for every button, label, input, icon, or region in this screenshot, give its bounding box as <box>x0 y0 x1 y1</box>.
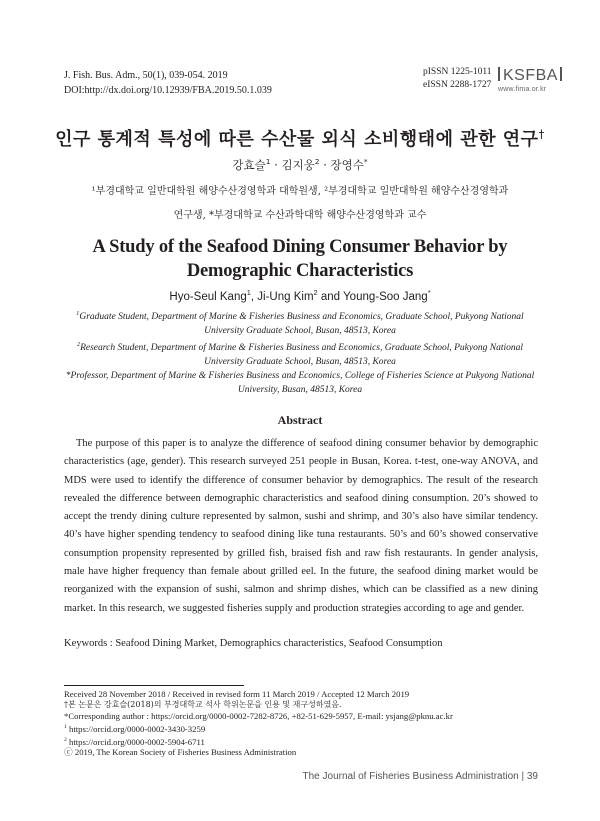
aff-ko-line1: ¹부경대학교 일반대학원 해양수산경영학과 대학원생, ²부경대학교 일반대학원 해양수산경영학과 <box>91 186 509 197</box>
aff-en-1 <box>60 307 540 338</box>
author-ko-2: 김지웅 <box>281 158 315 172</box>
journal-citation <box>64 68 272 98</box>
author-en-1-mark: 1 <box>246 288 251 297</box>
abstract-body <box>64 435 538 618</box>
author-separator: · <box>270 158 282 172</box>
aff-en-2-text: Research Student, Department of Marine & Fisheries Business and Economics, Graduate School, Pukyong National University Graduate School, Busan, 48513, Korea <box>80 343 523 368</box>
aff-en-3-mark: * <box>65 371 71 382</box>
author-ko-3: 장영수 <box>330 158 364 172</box>
ksfba-logo <box>498 67 562 93</box>
affiliations-korean <box>40 180 560 228</box>
aff-en-3-text: Professor, Department of Marine & Fisheries Business and Economics, College of Fisheries Science at Pukyong National University, Busan, 48513, Korea <box>70 371 535 396</box>
orcid-2[interactable] <box>64 735 544 748</box>
orcid-2-mark: 2 <box>64 736 67 743</box>
title-ko-dagger: † <box>538 127 545 141</box>
orcid-1-link[interactable]: https://orcid.org/0000-0002-3430-3259 <box>69 723 206 734</box>
aff-en-2-mark: 2 <box>77 342 81 349</box>
logo-name: KSFBA <box>503 67 558 84</box>
paper-title-korean <box>0 125 600 151</box>
authors-english: Hyo-Seul Kang$^1$, Ji-Ung Kim$^2$ and Young-Soo Jang* <box>169 288 431 303</box>
abstract-heading: Abstract <box>277 413 323 427</box>
affiliations-english <box>60 307 540 397</box>
author-en-2: Ji-Ung Kim <box>257 290 314 303</box>
copyright: ⓒ 2019, The Korean Society of Fisheries Business Administration <box>64 747 297 758</box>
aff-en-2 <box>60 338 540 369</box>
logo-url: www.fima.or.kr <box>498 86 547 93</box>
author-ko-1-mark: 1 <box>265 157 271 167</box>
doi-link[interactable]: DOI:http://dx.doi.org/10.12939/FBA.2019.50.1.039 <box>64 85 272 96</box>
authors-korean <box>0 157 600 173</box>
corresponding-author[interactable]: *Corresponding author : https://orcid.org/0000-0002-7282-8726, +82-51-629-5957, E-mail: ysjang@pknu.ac.kr <box>64 710 453 721</box>
author-ko-3-mark: * <box>363 157 368 167</box>
aff-en-1-text: Graduate Student, Department of Marine & Fisheries Business and Economics, Graduate School, Pukyong National University Graduate School, Busan, 48513, Korea <box>79 312 524 337</box>
aff-en-1-mark: 1 <box>76 311 80 317</box>
eissn: eISSN 2288-1727 <box>423 80 492 90</box>
author-en-3: and Young-Soo Jang <box>320 290 428 303</box>
logo-bar-icon <box>560 67 562 81</box>
received-dates: Received 28 November 2018 / Received in revised form 11 March 2019 / Accepted 12 March 2019 <box>64 689 410 699</box>
abstract-text: The purpose of this paper is to analyze the difference of seafood dining consumer behavior by demographic characteristics (age, gender). This research surveyed 251 people in Busan, Korea. t-test, one-way ANOVA, and MDS were used to identify the difference of consumer behavior by demographics. The result of the research revealed the difference between demographic characteristics and seafood dining consumption. 20’s showed to accept the trendy dining culture represented by salmon, sushi and shrimp, and 30’s also have similar tendency. 40’s have higher spending tendency to seafood dining like tuna restaurants. 50’s and 60’s showed conservative consumption propensity represented by grilled fish, braised fish and raw fish restaurants. In gender analysis, male have higher frequency than female about grilled eel. In the future, the seafood dining market would be reorganized with the expansion of sushi, salmon and shrimp dishes, which can be classified as a new dining market. In this research, we suggested fisheries supply and production strategies according to age and gender. <box>64 438 538 614</box>
orcid-2-link[interactable]: https://orcid.org/0000-0002-5904-6711 <box>69 736 205 747</box>
keywords: Keywords : Seafood Dining Market, Demographics characteristics, Seafood Consumption <box>64 638 443 649</box>
issn-block <box>423 66 492 92</box>
thesis-note: †본 논문은 강효슬(2018)의 부경대학교 석사 학위논문을 인용 및 재구성하였음. <box>64 699 342 709</box>
page-footer: The Journal of Fisheries Business Administration | 39 <box>302 771 538 782</box>
aff-ko-line2: 연구생, *부경대학교 수산과학대학 해양수산경영학과 교수 <box>173 210 427 221</box>
footnote-divider <box>64 685 244 686</box>
pissn: pISSN 1225-1011 <box>423 67 492 77</box>
title-ko-text: 인구 통계적 특성에 따른 수산물 외식 소비행태에 관한 연구 <box>55 129 539 150</box>
aff-en-3 <box>60 369 540 397</box>
paper-title-english: A Study of the Seafood Dining Consumer Behavior by Demographic Characteristics <box>92 237 508 281</box>
orcid-1[interactable] <box>64 722 544 735</box>
author-separator: · <box>319 158 331 172</box>
logo-bar-icon <box>498 67 500 81</box>
author-ko-1: 강효슬 <box>232 158 266 172</box>
orcid-1-mark: 1 <box>64 723 67 730</box>
author-ko-2-mark: 2 <box>314 157 320 167</box>
author-en-1: Hyo-Seul Kang <box>169 290 247 303</box>
footnotes <box>64 689 544 758</box>
journal-line: J. Fish. Bus. Adm., 50(1), 039-054. 2019 <box>64 70 228 81</box>
author-en-3-mark: * <box>427 288 431 297</box>
author-en-2-mark: 2 <box>313 288 318 297</box>
